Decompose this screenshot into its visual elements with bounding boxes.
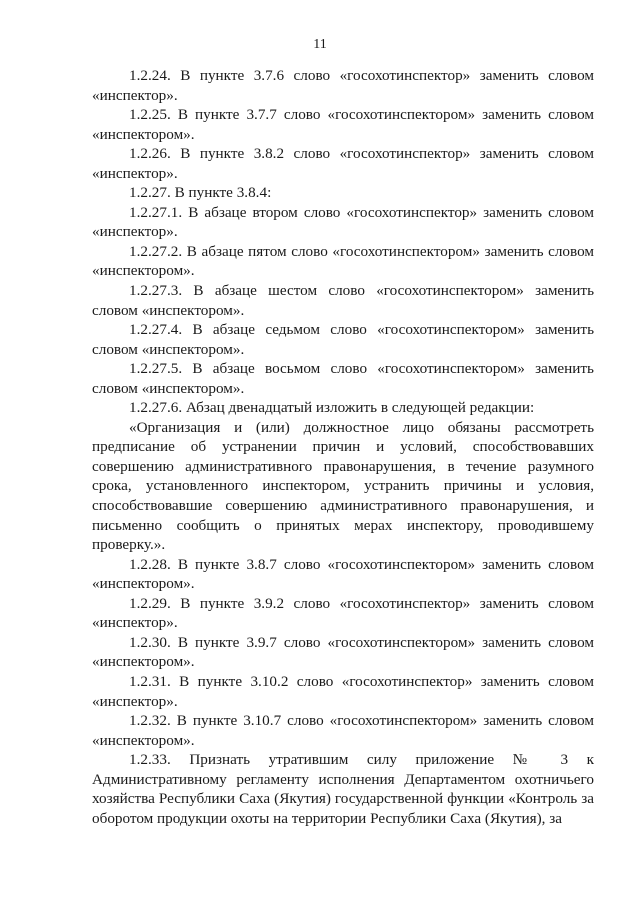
paragraph: 1.2.26. В пункте 3.8.2 слово «госохотинспектор» заменить словом «инспектор». xyxy=(92,145,594,182)
quoted-paragraph: «Организация и (или) должностное лицо обязаны рассмотреть предписание об устранении причин и условий, способствовавших совершению административного правонарушения, в течение разумного срока, установленного инспектором, устранить причины и условия, способствовавшие совершению административного правонарушения, и письменно сообщить о принятых мерах инспектору, проводившему проверку.». xyxy=(92,418,594,554)
paragraph: 1.2.24. В пункте 3.7.6 слово «госохотинспектор» заменить словом «инспектор». xyxy=(92,67,594,104)
paragraph: 1.2.29. В пункте 3.9.2 слово «госохотинспектор» заменить словом «инспектор». xyxy=(92,594,594,632)
paragraph: 1.2.31. В пункте 3.10.2 слово «госохотинспектор» заменить словом «инспектор». xyxy=(92,672,594,710)
paragraph: 1.2.27.1. В абзаце втором слово «госохотинспектор» заменить словом «инспектор». xyxy=(92,203,594,241)
paragraph: 1.2.27.5. В абзаце восьмом слово «госохотинспектором» заменить словом «инспектором». xyxy=(92,360,594,397)
paragraph: 1.2.30. В пункте 3.9.7 слово «госохотинспектором» заменить словом «инспектором». xyxy=(92,633,594,671)
paragraph: 1.2.28. В пункте 3.8.7 слово «госохотинспектором» заменить словом «инспектором». xyxy=(92,555,594,593)
paragraph: 1.2.27.6. Абзац двенадцатый изложить в следующей редакции: xyxy=(129,399,535,417)
paragraph: 1.2.27. В пункте 3.8.4: xyxy=(129,184,272,202)
paragraph: 1.2.33. Признать утратившим силу приложение № 3 к Административному регламенту исполнения Департаментом охотничьего хозяйства Республики Саха (Якутия) государственной функции «Контроль за оборотом продукции охоты на территории Республики Саха (Якутия), за xyxy=(92,751,594,827)
paragraph: 1.2.27.4. В абзаце седьмом слово «госохотинспектором» заменить словом «инспектором». xyxy=(92,321,594,358)
paragraph: 1.2.25. В пункте 3.7.7 слово «госохотинспектором» заменить словом «инспектором». xyxy=(92,106,594,143)
page-number: 11 xyxy=(313,37,327,52)
paragraph: 1.2.27.3. В абзаце шестом слово «госохотинспектором» заменить словом «инспектором». xyxy=(92,282,594,319)
paragraph: 1.2.32. В пункте 3.10.7 слово «госохотинспектором» заменить словом «инспектором». xyxy=(92,712,594,749)
document-body xyxy=(92,66,594,828)
paragraph: 1.2.27.2. В абзаце пятом слово «госохотинспектором» заменить словом «инспектором». xyxy=(92,242,594,280)
